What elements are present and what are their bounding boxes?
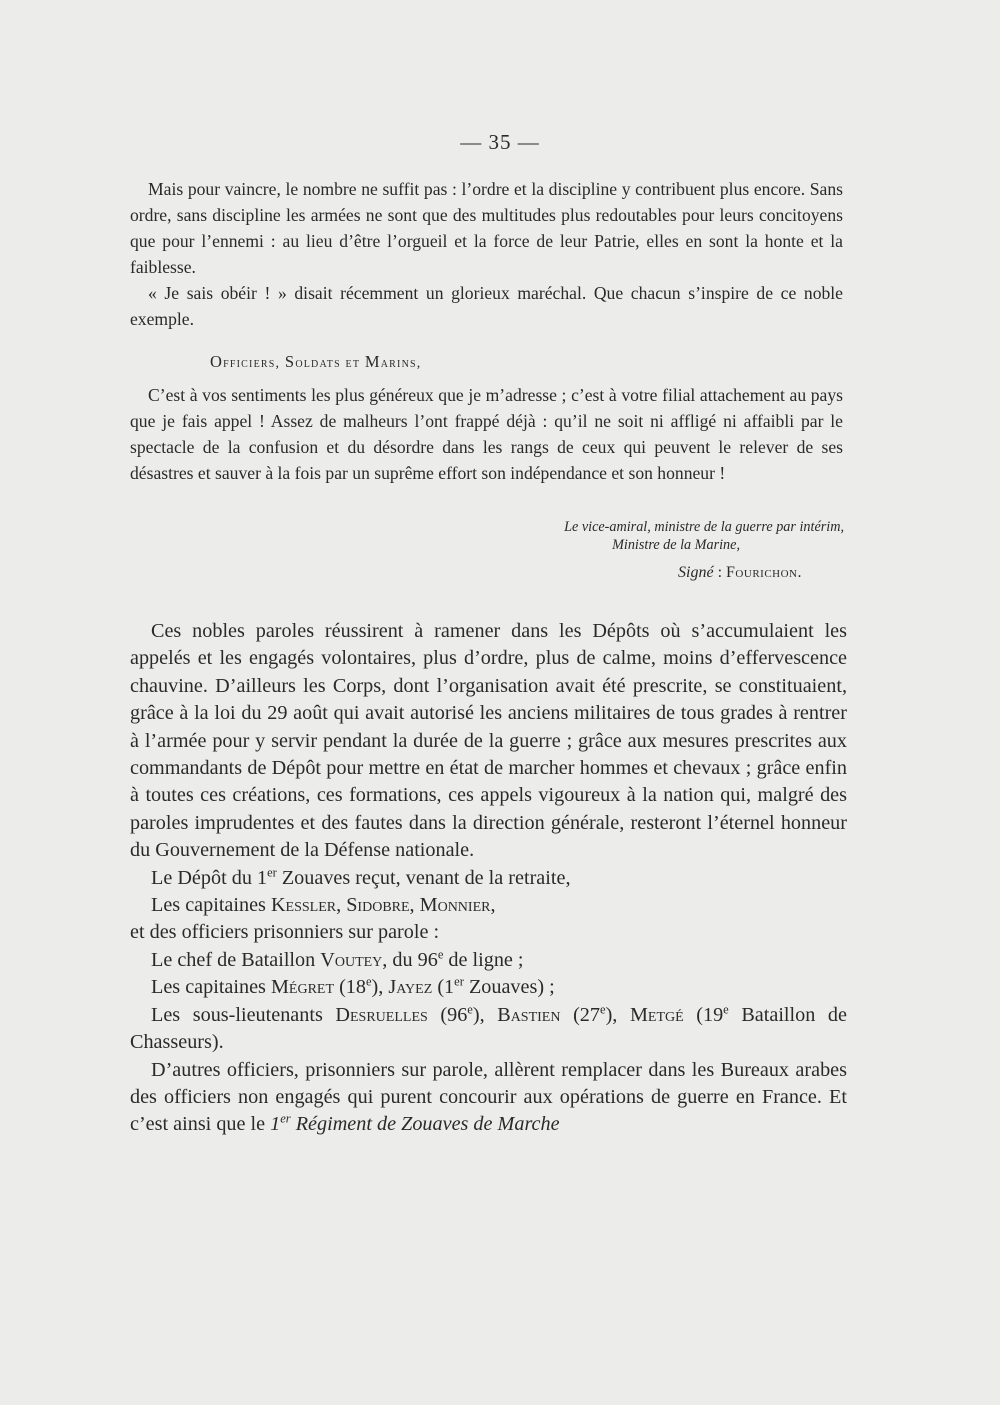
paragraph-chef-bataillon: Le chef de Bataillon Voutey, du 96e de ligne ; [151,947,524,971]
page-number: — 35 — [460,130,540,154]
signature-title-line2: Ministre de la Marine, [612,537,740,553]
officer-name: Sidobre [346,894,410,917]
paragraph-appeal: C’est à vos sentiments les plus généreux que je m’adresse ; c’est à votre filial attachement au pays que je fais appel ! Assez de malheurs l’ont frappé déjà : qu’il ne soit ni affligé ni affaibli par le spectacle de la confusion et du désordre dans les rangs de ceux qui peuvent le relever de ses désastres et sauver à la fois par un suprême effort son indépendance et son honneur ! [130,385,843,483]
proclamation-body [130,176,843,332]
officer-name: Metgé [629,1003,684,1026]
paragraph-depot: Le Dépôt du 1er Zouaves reçut, venant de la retraite, [151,864,571,889]
officer-name: Voutey [320,948,383,971]
paragraph-capitaines-prisonniers: Les capitaines Mégret (18e), Jayez (1er Zouaves) ; [151,974,555,999]
officer-name: Desruelles [335,1003,428,1026]
signature-title-line1: Le vice-amiral, ministre de la guerre par intérim, [564,519,844,535]
regiment-name: 1er Régiment de Zouaves de Marche [270,1111,560,1136]
paragraph-sous-lieutenants: Les sous-lieutenants Desruelles (96e), Bastien (27e), Metgé (19e Bataillon de Chasseurs). [130,1001,847,1054]
paragraph-bureaux-arabes: D’autres officiers, prisonniers sur parole, allèrent remplacer dans les Bureaux arabes des officiers non engagés qui purent concourir aux opérations de guerre en France. Et c’est ainsi que le 1er Régiment de Zouaves de Marche [130,1058,847,1136]
paragraph-nobles-paroles: Ces nobles paroles réussirent à ramener dans les Dépôts où s’accumulaient les appelés et les engagés volontaires, plus d’ordre, plus de calme, moins d’effervescence chauvine. D’ailleurs les Corps, dont l’organisation avait été prescrite, se constituaient, grâce à la loi du 29 août qui avait autorisé les anciens militaires de tous grades à rentrer à l’armée pour y servir pendant la durée de la guerre ; grâce aux mesures prescrites aux commandants de Dépôt pour mettre en état de marcher hommes et chevaux ; grâce enfin à toutes ces créations, ces formations, ces appels vigoureux à la nation qui, malgré des paroles imprudentes et des fautes dans la direction générale, resteront l’éternel honneur du Gouvernement de la Défense nationale. [130,620,847,862]
officer-name: Bastien [497,1003,561,1026]
proclamation-appeal [130,382,843,486]
signer-name: Fourichon. [726,564,802,581]
paragraph-prisonniers: et des officiers prisonniers sur parole : [130,921,440,944]
narrative-body [130,618,847,1139]
signature-block [564,518,844,554]
paragraph-discipline: Mais pour vaincre, le nombre ne suffit pas : l’ordre et la discipline y contribuent plus encore. Sans ordre, sans discipline les armées ne sont que des multitudes plus redoutables pour leurs concitoyens que pour l’ennemi : au lieu d’être l’orgueil et la force de leur Patrie, elles en sont la honte et la faiblesse. [130,179,843,277]
signature-signed: Signé : Fourichon. [678,564,802,581]
salutation: Officiers, Soldats et Marins, [210,352,422,371]
signed-label: Signé [678,564,714,581]
officer-name: Monnier [419,894,491,917]
paragraph-capitaines-retraite: Les capitaines Kessler, Sidobre, Monnier, [151,894,496,917]
paragraph-je-sais-obeir: « Je sais obéir ! » disait récemment un glorieux maréchal. Que chacun s’inspire de ce noble exemple. [130,283,843,329]
officer-name: Mégret [270,976,335,999]
officer-name: Jayez [388,976,433,999]
officer-name: Kessler [270,894,337,917]
